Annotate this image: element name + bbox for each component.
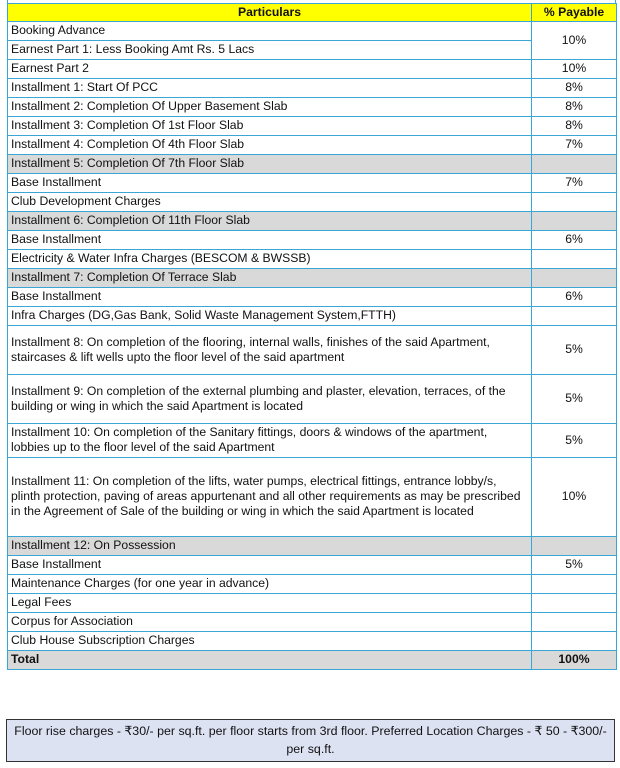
table-row xyxy=(8,22,617,41)
table-sub-row xyxy=(8,231,617,250)
payable-cell xyxy=(532,632,617,651)
payable-cell: 8% xyxy=(532,117,617,136)
table-row xyxy=(8,117,617,136)
payable-cell: 10% xyxy=(532,22,617,60)
particulars-cell: Booking Advance xyxy=(8,22,532,41)
payable-cell: 8% xyxy=(532,79,617,98)
payable-cell: 5% xyxy=(532,556,617,575)
particulars-cell: Infra Charges (DG,Gas Bank, Solid Waste Management System,FTTH) xyxy=(8,307,532,326)
particulars-cell: Installment 1: Start Of PCC xyxy=(8,79,532,98)
table-sub-row xyxy=(8,288,617,307)
header-payable: % Payable xyxy=(532,4,617,22)
table-total-row xyxy=(8,651,617,670)
payable-cell xyxy=(532,594,617,613)
particulars-cell: Club House Subscription Charges xyxy=(8,632,532,651)
table-group-row xyxy=(8,269,617,288)
table-sub-row xyxy=(8,556,617,575)
payable-cell: 8% xyxy=(532,98,617,117)
table-sub-row xyxy=(8,594,617,613)
particulars-cell: Installment 12: On Possession xyxy=(8,537,532,556)
payable-cell xyxy=(532,269,617,288)
payable-cell xyxy=(532,537,617,556)
table-header-row xyxy=(8,4,617,22)
payable-cell: 5% xyxy=(532,326,617,375)
payable-cell: 6% xyxy=(532,231,617,250)
table-row xyxy=(8,98,617,117)
particulars-cell: Installment 6: Completion Of 11th Floor Slab xyxy=(8,212,532,231)
payable-cell xyxy=(532,193,617,212)
charges-note: Floor rise charges - ₹30/- per sq.ft. per floor starts from 3rd floor. Preferred Location Charges - ₹ 50 - ₹300/- per sq.ft. xyxy=(6,719,615,762)
payable-cell xyxy=(532,155,617,174)
table-sub-row xyxy=(8,250,617,269)
total-label: Total xyxy=(8,651,532,670)
particulars-cell: Earnest Part 1: Less Booking Amt Rs. 5 Lacs xyxy=(8,41,532,60)
payable-cell: 5% xyxy=(532,375,617,424)
table-sub-row xyxy=(8,174,617,193)
particulars-cell: Installment 10: On completion of the Sanitary fittings, doors & windows of the apartment, lobbies up to the floor level of the said Apartment xyxy=(8,424,532,458)
particulars-cell: Installment 2: Completion Of Upper Basement Slab xyxy=(8,98,532,117)
table-sub-row xyxy=(8,632,617,651)
payable-cell xyxy=(532,575,617,594)
particulars-cell: Installment 9: On completion of the external plumbing and plaster, elevation, terraces, of the building or wing in which the said Apartment is located xyxy=(8,375,532,424)
table-sub-row xyxy=(8,307,617,326)
particulars-cell: Installment 8: On completion of the flooring, internal walls, finishes of the said Apartment, staircases & lift wells upto the floor level of the said apartment xyxy=(8,326,532,375)
payable-cell: 10% xyxy=(532,458,617,537)
particulars-cell: Base Installment xyxy=(8,231,532,250)
particulars-cell: Installment 4: Completion Of 4th Floor Slab xyxy=(8,136,532,155)
table-sub-row xyxy=(8,575,617,594)
payment-plan-table xyxy=(7,3,617,670)
table-sub-row xyxy=(8,613,617,632)
particulars-cell: Maintenance Charges (for one year in advance) xyxy=(8,575,532,594)
table-row xyxy=(8,136,617,155)
particulars-cell: Earnest Part 2 xyxy=(8,60,532,79)
header-particulars: Particulars xyxy=(8,4,532,22)
table-row xyxy=(8,326,617,375)
particulars-cell: Base Installment xyxy=(8,288,532,307)
table-row xyxy=(8,458,617,537)
particulars-cell: Installment 11: On completion of the lifts, water pumps, electrical fittings, entrance lobby/s, plinth protection, paving of areas appurtenant and all other requirements as may be prescribed in the Agreement of Sale of the building or wing in which the said Apartment is located xyxy=(8,458,532,537)
particulars-cell: Corpus for Association xyxy=(8,613,532,632)
payable-cell xyxy=(532,613,617,632)
particulars-cell: Installment 3: Completion Of 1st Floor Slab xyxy=(8,117,532,136)
particulars-cell: Base Installment xyxy=(8,174,532,193)
table-row xyxy=(8,60,617,79)
payable-cell: 7% xyxy=(532,174,617,193)
payable-cell xyxy=(532,250,617,269)
payable-cell: 7% xyxy=(532,136,617,155)
table-row xyxy=(8,424,617,458)
particulars-cell: Installment 7: Completion Of Terrace Slab xyxy=(8,269,532,288)
payable-cell: 10% xyxy=(532,60,617,79)
payable-cell: 5% xyxy=(532,424,617,458)
payable-cell: 6% xyxy=(532,288,617,307)
table-body xyxy=(8,22,617,670)
payable-cell xyxy=(532,307,617,326)
total-value: 100% xyxy=(532,651,617,670)
table-group-row xyxy=(8,212,617,231)
payable-cell xyxy=(532,212,617,231)
particulars-cell: Electricity & Water Infra Charges (BESCOM & BWSSB) xyxy=(8,250,532,269)
particulars-cell: Base Installment xyxy=(8,556,532,575)
table-group-row xyxy=(8,537,617,556)
table-row xyxy=(8,79,617,98)
table-row xyxy=(8,41,617,60)
table-row xyxy=(8,375,617,424)
particulars-cell: Club Development Charges xyxy=(8,193,532,212)
table-sub-row xyxy=(8,193,617,212)
particulars-cell: Legal Fees xyxy=(8,594,532,613)
table-group-row xyxy=(8,155,617,174)
particulars-cell: Installment 5: Completion Of 7th Floor Slab xyxy=(8,155,532,174)
